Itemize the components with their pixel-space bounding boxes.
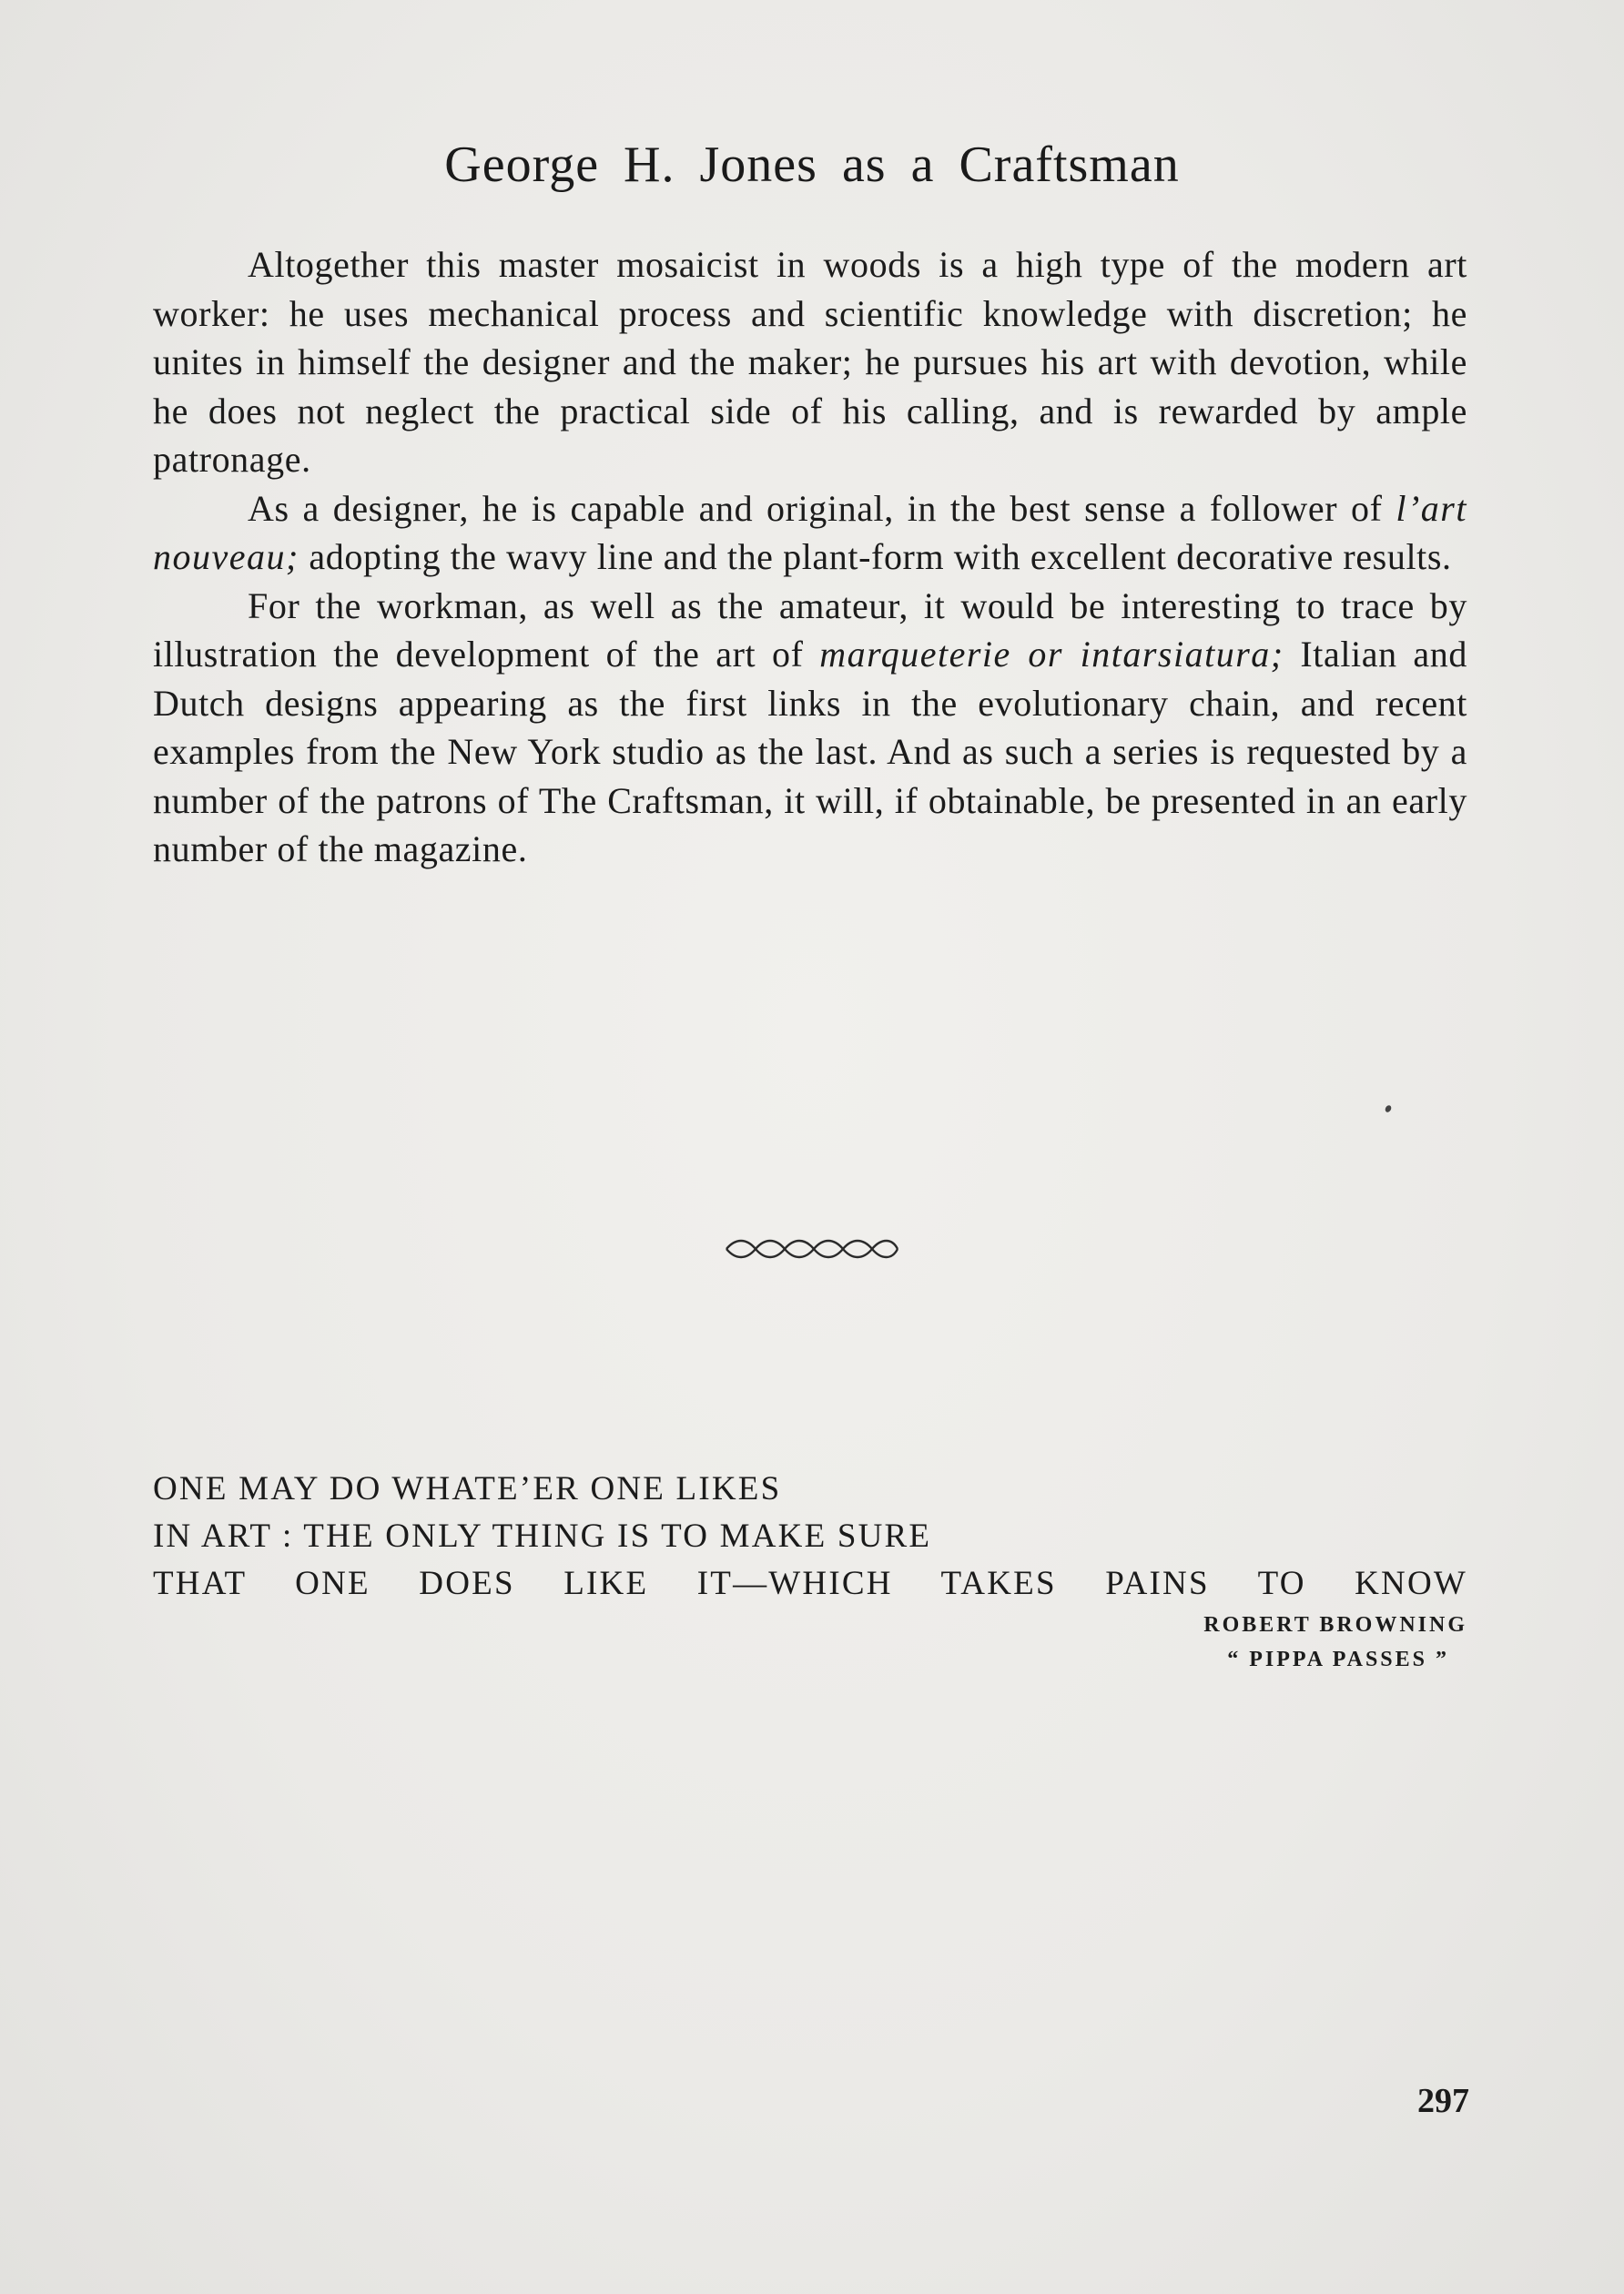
- paragraph-3-italic-term: marqueterie or intarsiatura;: [819, 634, 1284, 675]
- page-number: 297: [1417, 2082, 1469, 2120]
- article-body: [153, 240, 1467, 874]
- attribution-author: ROBERT BROWNING: [1203, 1613, 1467, 1637]
- article-title: George H. Jones as a Craftsman: [444, 137, 1180, 193]
- paragraph-2-text-end: adopting the wavy line and the plant-form with excellent decorative results.: [299, 536, 1452, 577]
- paragraph-1: Altogether this master mosaicist in woods is a high type of the modern art worker: he uses mechanical process and scientific knowledge with discretion; he unites in himself the designer and the maker; he pursues his art with devotion, while he does not neglect the practical side of his calling, and is rewarded by ample patronage.: [153, 244, 1467, 480]
- paragraph-3: [153, 582, 1467, 874]
- paragraph-2: [153, 484, 1467, 582]
- paragraph-3-text-start: For the workman, as well as the amateur, it would be interesting to trace by illustration the development of the art of: [153, 584, 1467, 675]
- wavy-scroll-ornament-icon: [723, 1233, 901, 1265]
- quote-line-1: ONE MAY DO WHATE’ER ONE LIKES: [153, 1470, 782, 1507]
- quote-line-3: THAT ONE DOES LIKE IT—WHICH TAKES PAINS TO KNOW: [153, 1565, 1467, 1602]
- epigraph-quote: [153, 1466, 1467, 1608]
- paragraph-2-text-start: As a designer, he is capable and original, in the best sense a follower of: [248, 487, 1396, 529]
- paragraph-2-italic-term: l’art nouveau;: [153, 487, 1467, 577]
- attribution-work: “ PIPPA PASSES ”: [1227, 1648, 1449, 1671]
- quote-attribution: [1203, 1608, 1467, 1677]
- quote-line-2: IN ART : THE ONLY THING IS TO MAKE SURE: [153, 1517, 932, 1555]
- ink-speck: [1384, 1104, 1392, 1113]
- paragraph-3-text-end: Italian and Dutch designs appearing as the first links in the evolutionary chain, and recent examples from the New York studio as the last. And as such a series is requested by a number of the patrons of The Craftsman, it will, if obtainable, be presented in an early number of the magazine.: [153, 634, 1467, 869]
